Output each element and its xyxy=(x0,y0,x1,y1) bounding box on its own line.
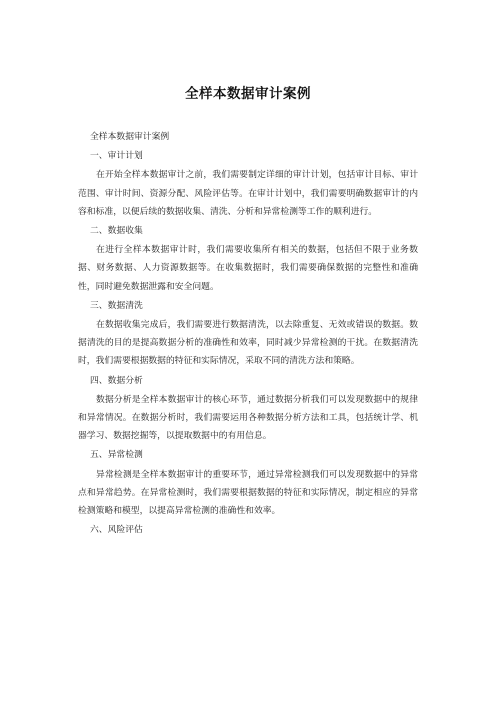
section-audit-plan xyxy=(78,147,418,221)
document-title: 全样本数据审计案例 xyxy=(185,86,311,102)
section-anomaly-detection xyxy=(78,446,418,520)
section-data-analysis xyxy=(78,372,418,446)
section-risk-assessment xyxy=(78,521,418,539)
section-body: 在开始全样本数据审计之前，我们需要制定详细的审计计划，包括审计目标、审计范围、审计时间、资源分配、风险评估等。在审计计划中，我们需要明确数据审计的内容和标准，以便后续的数据收集、清洗、分析和异常检测等工作的顺利进行。 xyxy=(78,170,418,217)
section-heading: 五、异常检测 xyxy=(90,450,143,461)
section-heading: 二、数据收集 xyxy=(90,226,143,237)
section-body: 在进行全样本数据审计时，我们需要收集所有相关的数据，包括但不限于业务数据、财务数据、人力资源数据等。在收集数据时，我们需要确保数据的完整性和准确性，同时避免数据泄露和安全问题。 xyxy=(78,245,418,292)
section-heading: 一、审计计划 xyxy=(90,151,143,162)
section-heading: 三、数据清洗 xyxy=(90,300,143,311)
section-data-cleaning xyxy=(78,297,418,371)
section-data-collection xyxy=(78,222,418,296)
document-subtitle: 全样本数据审计案例 xyxy=(90,132,170,142)
section-heading: 四、数据分析 xyxy=(90,375,143,386)
section-body: 数据分析是全样本数据审计的核心环节，通过数据分析我们可以发现数据中的规律和异常情况。在数据分析时，我们需要运用各种数据分析方法和工具，包括统计学、机器学习、数据挖掘等，以提取数据中的有用信息。 xyxy=(78,394,418,442)
section-body: 异常检测是全样本数据审计的重要环节，通过异常检测我们可以发现数据中的异常点和异常趋势。在异常检测时，我们需要根据数据的特征和实际情况，制定相应的异常检测策略和模型，以提高异常检测的准确性和效率。 xyxy=(78,469,418,517)
section-heading: 六、风险评估 xyxy=(90,525,143,536)
section-body: 在数据收集完成后，我们需要进行数据清洗，以去除重复、无效或错误的数据。数据清洗的目的是提高数据分析的准确性和效率，同时减少异常检测的干扰。在数据清洗时，我们需要根据数据的特征和实际情况，采取不同的清洗方法和策略。 xyxy=(78,320,418,367)
